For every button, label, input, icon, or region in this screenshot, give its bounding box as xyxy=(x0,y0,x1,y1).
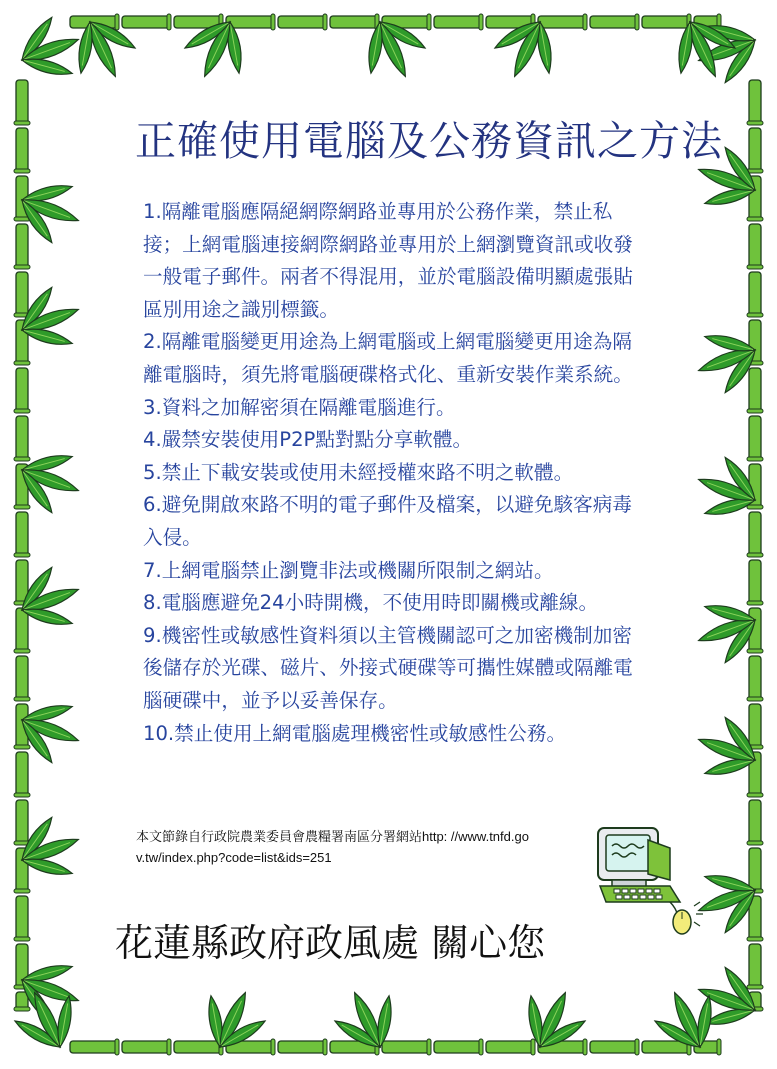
source-note: 本文節錄自行政院農業委員會農糧署南區分署網站http: //www.tnfd.gov.tw/index.php?code=list&ids=251 xyxy=(136,829,529,865)
signoff: 花蓮縣政府政風處 關心您 xyxy=(115,921,546,965)
rule-item: 3.資料之加解密須在隔離電腦進行。 xyxy=(143,395,456,419)
computer-icon xyxy=(590,822,706,938)
rule-item: 5.禁止下載安裝或使用未經授權來路不明之軟體。 xyxy=(143,460,574,484)
rule-item: 4.嚴禁安裝使用P2P點對點分享軟體。 xyxy=(143,428,473,452)
rule-item: 6.避免開啟來路不明的電子郵件及檔案，以避免駭客病毒入侵。 xyxy=(143,493,632,549)
rule-item: 7.上網電腦禁止瀏覽非法或機關所限制之網站。 xyxy=(143,558,554,582)
rule-item: 9.機密性或敏感性資料須以主管機關認可之加密機制加密後儲存於光碟、磁片、外接式硬碟等可攜性媒體或隔離電腦硬碟中，並予以妥善保存。 xyxy=(143,623,633,712)
rule-item: 2.隔離電腦變更用途為上網電腦或上網電腦變更用途為隔離電腦時，須先將電腦硬碟格式化、重新安裝作業系統。 xyxy=(143,330,633,386)
rule-item: 10.禁止使用上網電腦處理機密性或敏感性公務。 xyxy=(143,721,567,745)
rule-item: 8.電腦應避免24小時開機，不使用時即關機或離線。 xyxy=(143,591,599,615)
page-title: 正確使用電腦及公務資訊之方法 xyxy=(135,117,723,165)
rule-item: 1.隔離電腦應隔絕網際網路並專用於公務作業，禁止私接；上網電腦連接網際網路並專用於上網瀏覽資訊或收發一般電子郵件。兩者不得混用，並於電腦設備明顯處張貼區別用途之識別標籤。 xyxy=(143,200,633,321)
rule-list xyxy=(143,196,633,750)
content xyxy=(110,0,723,1069)
